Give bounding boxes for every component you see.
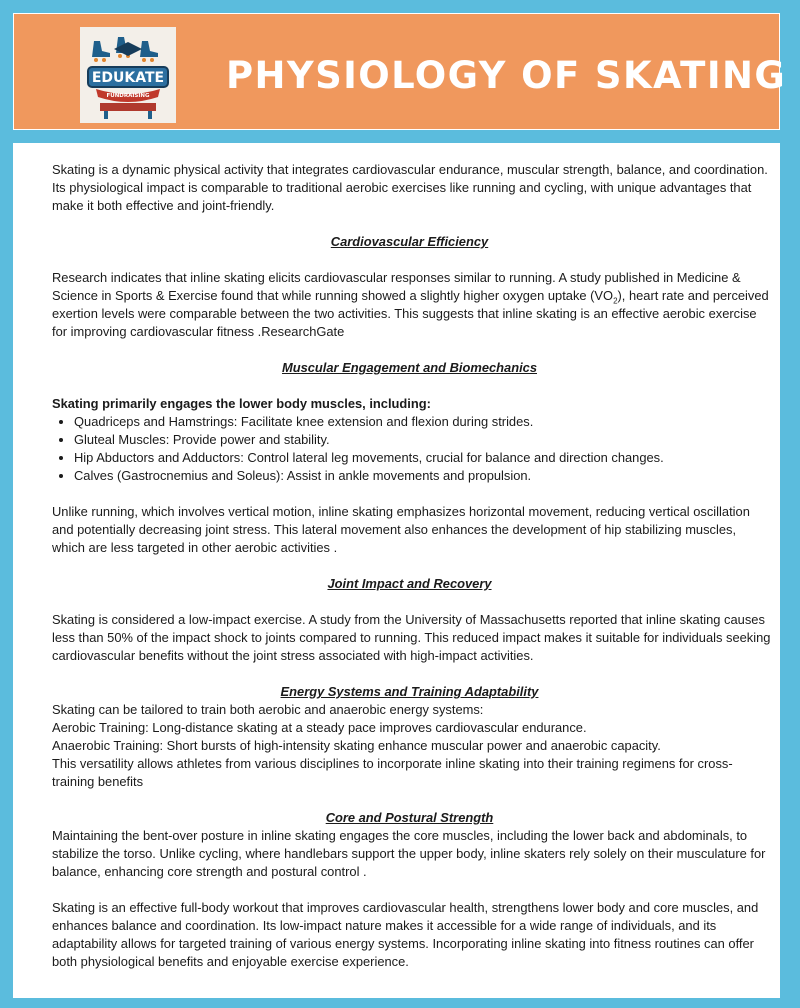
muscular-paragraph: Unlike running, which involves vertical motion, inline skating emphasizes horizontal movement, reducing vertical oscillation and potentially decreasing joint stress. This lateral movement also enhances the development of hip stabilizing muscles, which are less targeted in other aerobic activities . [52,504,750,555]
page-title: PHYSIOLOGY OF SKATING [226,54,787,97]
cardio-paragraph [52,269,772,341]
energy-line: Skating can be tailored to train both aerobic and anaerobic energy systems: [52,702,484,717]
heading-joint: Joint Impact and Recovery [327,576,492,591]
intro-paragraph: Skating is a dynamic physical activity that integrates cardiovascular endurance, muscular strength, balance, and coordination. Its physiological impact is comparable to traditional aerobic exercises like running and cycling, with unique advantages that make it both effective and joint-friendly. [52,162,768,213]
logo-wordmark: EDUKATE [91,70,165,86]
cardio-text-b: ), heart rate and perceived exertion levels were comparable between the two activities. This suggests that inline skating is an effective aerobic exercise for improving cardiovascular fitness .ResearchGate [52,288,769,339]
article-body [13,143,780,998]
conclusion-paragraph: Skating is an effective full-body workout that improves cardiovascular health, strengthens lower body and core muscles, and enhances balance and coordination. Its low-impact nature makes it accessible for a wide range of individuals, and its adaptability allows for targeted training of various energy systems. Incorporating inline skating into fitness routines can offer both physiological benefits and enjoyable exercise experience. [52,900,759,969]
edukate-logo [80,27,176,123]
cardio-text-a: Research indicates that inline skating elicits cardiovascular responses similar to running. A study published in Medicine & Science in Sports & Exercise found that while running showed a slightly higher oxygen uptake (VO [52,270,741,303]
heading-cardiovascular: Cardiovascular Efficiency [330,234,489,249]
logo-subtext: FUNDRAISING [106,93,150,99]
muscular-lead: Skating primarily engages the lower body muscles, including: [52,396,431,411]
heading-energy: Energy Systems and Training Adaptability [280,684,539,699]
vo2-subscript: 2 [613,296,618,306]
muscle-list [52,413,780,485]
list-item: • Calves (Gastrocnemius and Soleus): Assist in ankle movements and propulsion. [74,467,780,485]
core-paragraph: Maintaining the bent-over posture in inline skating engages the core muscles, including the lower back and abdominals, to stabilize the torso. Unlike cycling, where handlebars support the upper body, inline skaters rely solely on their musculature for balance, enhancing core strength and postural control . [52,828,766,879]
heading-core: Core and Postural Strength [325,810,494,825]
energy-line: This versatility allows athletes from various disciplines to incorporate inline skating into their training regimens for cross-training benefits [52,756,733,789]
joint-paragraph: Skating is considered a low-impact exercise. A study from the University of Massachusetts reported that inline skating causes less than 50% of the impact shock to joints compared to running. This reduced impact makes it suitable for individuals seeking cardiovascular benefits without the joint stress associated with high-impact activities. [52,612,771,663]
list-item: • Gluteal Muscles: Provide power and stability. [74,431,780,449]
energy-line: Anaerobic Training: Short bursts of high-intensity skating enhance muscular power and anaerobic capacity. [52,738,661,753]
list-item: • Hip Abductors and Adductors: Control lateral leg movements, crucial for balance and direction changes. [74,449,780,467]
header-banner [13,13,787,130]
energy-line: Aerobic Training: Long-distance skating at a steady pace improves cardiovascular endurance. [52,720,587,735]
list-item: • Quadriceps and Hamstrings: Facilitate knee extension and flexion during strides. [74,413,780,431]
heading-muscular: Muscular Engagement and Biomechanics [281,360,537,375]
